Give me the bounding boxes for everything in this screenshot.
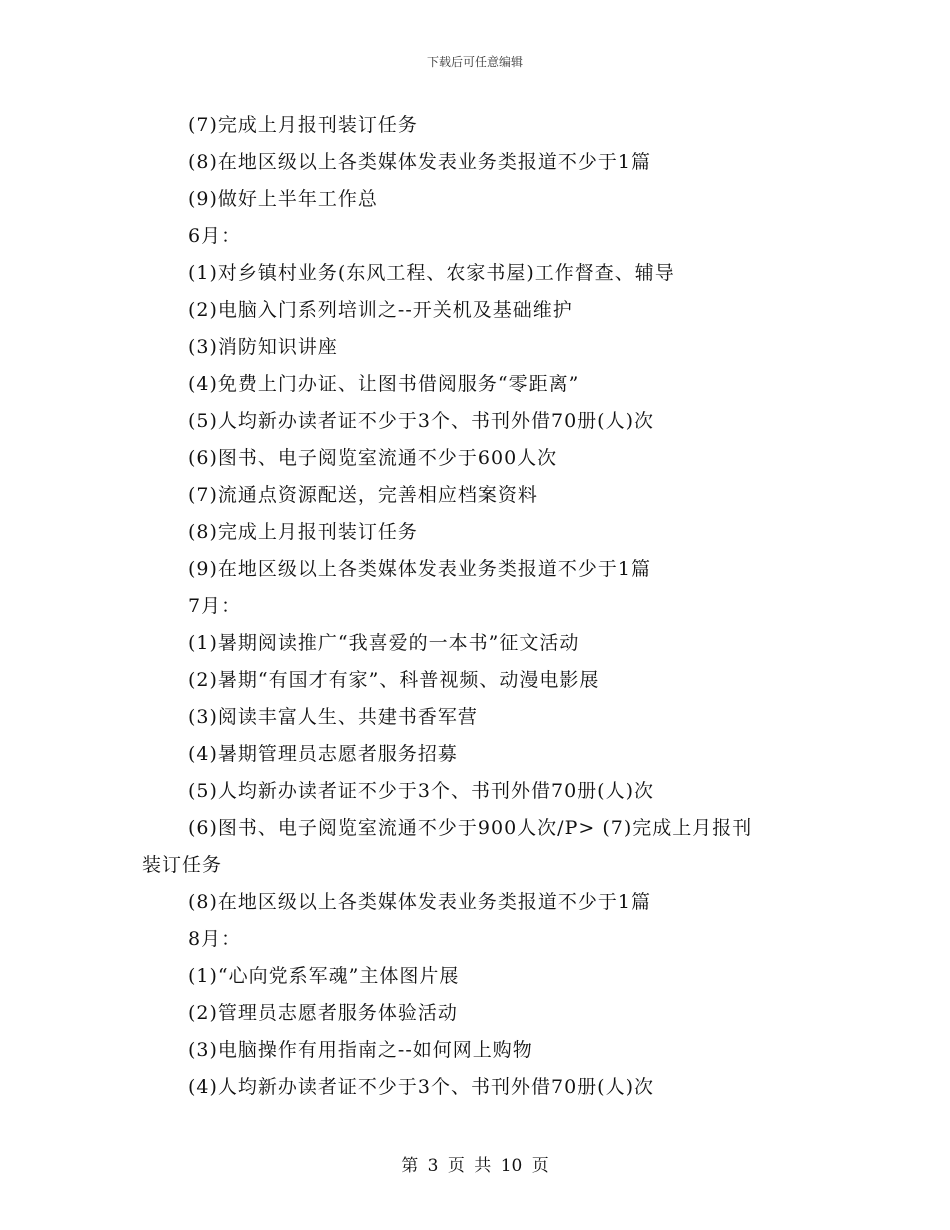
text-line: (3)阅读丰富人生、共建书香军营 — [188, 706, 478, 728]
text-line: (6)图书、电子阅览室流通不少于600人次 — [188, 447, 558, 469]
text-line: (4)免费上门办证、让图书借阅服务“零距离” — [188, 373, 580, 395]
page-header: 下载后可任意编辑 — [426, 55, 523, 69]
text-line: (2)电脑入门系列培训之--开关机及基础维护 — [188, 299, 573, 321]
text-line: (8)完成上月报刊装订任务 — [188, 521, 418, 543]
text-line: (9)在地区级以上各类媒体发表业务类报道不少于1篇 — [188, 558, 652, 580]
text-line: (3)消防知识讲座 — [188, 336, 338, 358]
text-line: (8)在地区级以上各类媒体发表业务类报道不少于1篇 — [188, 891, 652, 913]
text-line: (1)“心向党系军魂”主体图片展 — [188, 965, 460, 987]
text-line: (8)在地区级以上各类媒体发表业务类报道不少于1篇 — [188, 151, 652, 173]
month-heading: 6月： — [188, 225, 242, 247]
text-line: (4)暑期管理员志愿者服务招募 — [188, 743, 458, 765]
month-heading: 8月： — [188, 928, 242, 950]
text-line: (6)图书、电子阅览室流通不少于900人次/P> (7)完成上月报刊 — [188, 817, 753, 839]
text-line: (7)流通点资源配送，完善相应档案资料 — [188, 484, 538, 506]
text-line: (5)人均新办读者证不少于3个、书刊外借70册(人)次 — [188, 410, 655, 432]
month-heading: 7月： — [188, 595, 242, 617]
text-line: (9)做好上半年工作总 — [188, 188, 378, 210]
text-line: (1)对乡镇村业务(东风工程、农家书屋)工作督查、辅导 — [188, 262, 675, 284]
text-line-continuation: 装订任务 — [142, 854, 223, 876]
document-body — [142, 107, 802, 1106]
text-line: (7)完成上月报刊装订任务 — [188, 114, 418, 136]
text-line: (3)电脑操作有用指南之--如何网上购物 — [188, 1039, 533, 1061]
text-line: (4)人均新办读者证不少于3个、书刊外借70册(人)次 — [188, 1076, 655, 1098]
text-line: (2)暑期“有国才有家”、科普视频、动漫电影展 — [188, 669, 600, 691]
text-line: (1)暑期阅读推广“我喜爱的一本书”征文活动 — [188, 632, 580, 654]
text-line: (5)人均新办读者证不少于3个、书刊外借70册(人)次 — [188, 780, 655, 802]
page-number-footer: 第 3 页 共 10 页 — [401, 1156, 549, 1176]
text-line: (2)管理员志愿者服务体验活动 — [188, 1002, 458, 1024]
